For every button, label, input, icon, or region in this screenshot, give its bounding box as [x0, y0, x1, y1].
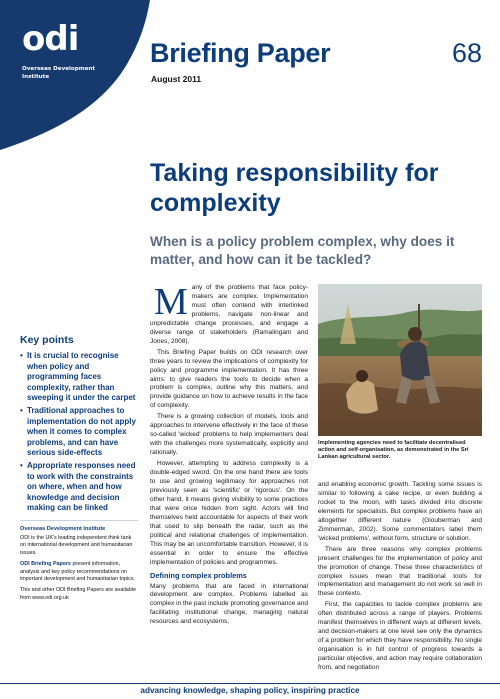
- issue-number: 68: [451, 38, 482, 68]
- series-title: Briefing Paper: [150, 38, 331, 68]
- footer-divider: [0, 683, 500, 684]
- section-heading: Defining complex problems: [150, 570, 247, 580]
- org-name: Overseas Development Institute: [22, 66, 96, 80]
- field-photo: [318, 284, 482, 436]
- about-text: ODI is the UK's leading independent think tank on international development and humanitarian issues.: [20, 534, 133, 556]
- availability-text: This and other ODI Briefing Papers are available from www.odi.org.uk: [20, 587, 136, 601]
- body-paragraph: and enabling economic growth. Tackling some issues is similar to following a cake recipe, or even building a rocket to the moon, with tasks divided into discrete elements for specialists. But complex problems have an altogether different nature (Glouberman and Zimmerman, 2002). Some commentators label them 'wicked problems', without form, structure or solution.: [318, 481, 482, 542]
- key-points-heading: Key points: [20, 334, 74, 346]
- key-point: • It is crucial to recognise when policy and programming faces complexity, rather than sweeping it under the carpet: [20, 351, 138, 404]
- odi-logo: [22, 18, 117, 81]
- briefing-text: present information, analysis and key policy recommendations on important development and humanitarian topics.: [20, 561, 136, 582]
- issue-date: August 2011: [151, 74, 202, 84]
- briefing-label: ODI Briefing Papers: [20, 561, 71, 568]
- body-column-2: [318, 481, 482, 675]
- body-paragraph: Many problems that are faced in international development are complex. Problems labelled as complex in the past include promoting governance and facilitating institutional change, managing natural resources and ecosystems,: [150, 582, 308, 626]
- body-paragraph: There are three reasons why complex problems present challenges for the implementation of policy and the promotion of change. These three characteristics of complex issues mean that traditional tools for implementation and management do not work so well in these contexts.: [318, 545, 482, 598]
- page-title: Taking responsibility for complexity: [150, 159, 439, 217]
- footer-tagline: advancing knowledge, shaping policy, inspiring practice: [140, 686, 360, 695]
- key-points-list: [20, 351, 138, 514]
- body-paragraph: This Briefing Paper builds on ODI research over three years to review the implications of complexity for policy and programme implementation. It has three aims: to give readers the tools to decide when a problem is complex, outline why this matters, and provide guidance on how to achieve results in the face of complexity.: [150, 348, 308, 410]
- intro-text: any of the problems that face policy-makers are complex. Implementation must often contend with interlinked problems, navigate non-linear and unpredictable change processes, and engage a diverse range of stakeholders (Ramalingam and Jones, 2008).: [150, 284, 308, 345]
- body-column-1: [150, 281, 308, 629]
- sidebar: [20, 334, 138, 606]
- logo-wordmark: odi: [22, 19, 79, 59]
- key-point: • Traditional approaches to implementation do not apply when it comes to complex problems, and can have serious side-effects: [20, 406, 138, 459]
- key-point: • Appropriate responses need to work with the constraints on where, when and how knowledge and decision making can be linked: [20, 461, 138, 514]
- page-subtitle: When is a policy problem complex, why does it matter, and how can it be tackled?: [150, 234, 455, 267]
- photo-caption: Implementing agencies need to facilitate decentralised action and self-organisation, as demonstrated in the Sri Lankan agricultural sector.: [318, 440, 469, 461]
- sidebar-divider: [20, 520, 138, 521]
- drop-cap: M: [154, 281, 188, 323]
- intro-paragraph: [150, 281, 308, 347]
- about-heading: Overseas Development Institute: [20, 525, 106, 532]
- briefing-info: [20, 561, 138, 583]
- body-paragraph: First, the capacities to tackle complex problems are often distributed across a range of players. Problems manifest themselves in different ways at different levels, and decision-makers at one level see only the dynamics of a problem for which they have responsibility. No single organisation is in full control of progress towards a particular objective, and action may require collaboration from, and negotiation: [318, 601, 482, 672]
- body-paragraph: However, attempting to address complexity is a double-edged sword. On the one hand there are tools to use and growing legitimacy for approaches not previously seen as 'scientific' or 'rigorous'. On the other hand, it means giving visibility to some practices that were once hidden from sight. Actors will find themselves held accountable for aspects of their work that used to slip beneath the radar, such as the political and relational challenges of implementation. This may be an uncomfortable transition. However, it is essential in order to ensure the effective implementation of policies and programmes.: [150, 460, 308, 566]
- body-paragraph: There is a growing collection of models, tools and approaches to intervene effectively in the face of these so-called 'wicked' problems to help implementers deal with the challenges more systematically, explicitly and rationally.: [150, 413, 308, 457]
